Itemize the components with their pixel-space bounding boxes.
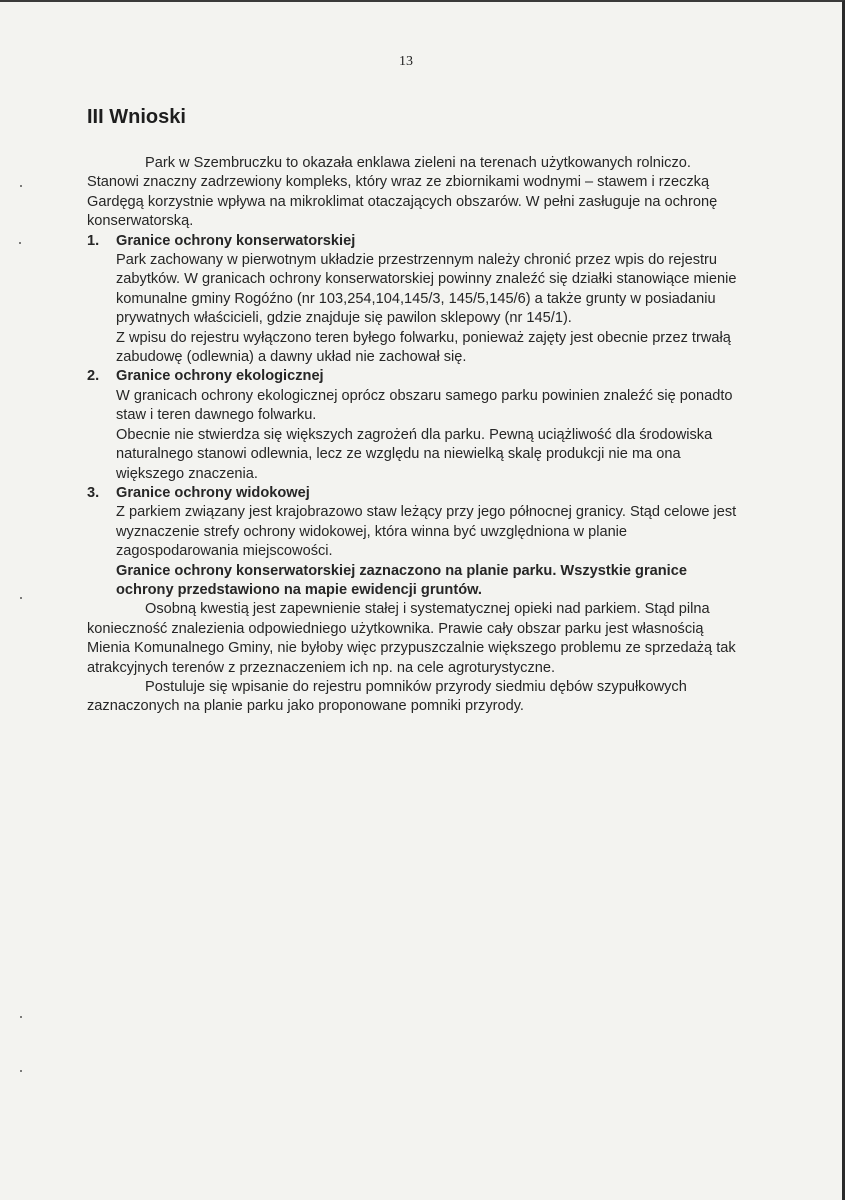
section-body xyxy=(116,251,737,367)
scan-speck xyxy=(20,1016,22,1018)
closing-paragraph: Osobną kwestią jest zapewnienie stałej i systematycznej opieki nad parkiem. Stąd pilna konieczność znalezienia odpowiedniego użytkownika. Prawie cały obszar parku jest własnością Mienia Komunalnego Gminy, nie byłoby więc przypuszczalnie większego problemu ze sprzedażą tak atrakcyjnych terenów z przeznaczeniem ich np. na cele agroturystyczne. xyxy=(87,601,736,676)
page-number: 13 xyxy=(399,54,413,69)
section-view xyxy=(87,484,737,600)
bold-note: Granice ochrony konserwatorskiej zaznaczono na planie parku. Wszystkie granice ochrony przedstawiono na mapie ewidencji gruntów. xyxy=(116,562,687,598)
section-conservation xyxy=(87,232,737,368)
section-body xyxy=(116,387,737,484)
section-title xyxy=(87,367,737,386)
section-number: 1. xyxy=(87,232,100,249)
paragraph: Park zachowany w pierwotnym układzie przestrzennym należy chronić przez wpis do rejestru zabytków. W granicach ochrony konserwatorskiej powinny znaleźć się działki stanowiące mienie komunalne gminy Rogóźno (nr 103,254,104,145/3, 145/5,145/6) a także grunty w posiadaniu prywatnych właścicieli, gdzie znajduje się pawilon sklepowy (nr 145/1). xyxy=(116,252,737,327)
section-ecological xyxy=(87,367,737,483)
section-title-text: Granice ochrony konserwatorskiej xyxy=(116,232,356,249)
section-number: 2. xyxy=(87,368,100,385)
paragraph: Z parkiem związany jest krajobrazowo staw leżący przy jego północnej granicy. Stąd celowe jest wyznaczenie strefy ochrony widokowej, która winna być uwzględniona w planie zagospodarowania miejscowości. xyxy=(116,504,737,560)
section-title xyxy=(87,232,737,251)
scan-speck xyxy=(20,1070,22,1072)
section-title xyxy=(87,484,737,503)
document-body xyxy=(87,154,737,717)
section-body xyxy=(116,503,737,600)
paragraph: W granicach ochrony ekologicznej oprócz obszaru samego parku powinien znaleźć się ponadto staw i teren dawnego folwarku. xyxy=(116,387,733,424)
scan-speck xyxy=(20,597,22,599)
section-title-text: Granice ochrony widokowej xyxy=(116,484,310,501)
paragraph: Obecnie nie stwierdza się większych zagrożeń dla parku. Pewną uciążliwość dla środowiska naturalnego stanowi odlewnia, lecz ze względu na niewielką skalę produkcji nie ma ona większego znaczenia. xyxy=(116,426,713,482)
scan-speck xyxy=(19,242,21,244)
intro-paragraph: Park w Szembruczku to okazała enklawa zieleni na terenach użytkowanych rolniczo. Stanowi znaczny zadrzewiony kompleks, który wraz ze zbiornikami wodnymi – stawem i rzeczką Gardęgą korzystnie wpływa na mikroklimat otaczających obszarów. W pełni zasługuje na ochronę konserwatorską. xyxy=(87,155,718,230)
closing-paragraph: Postuluje się wpisanie do rejestru pomników przyrody siedmiu dębów szypułkowych zaznaczonych na planie parku jako proponowane pomniki przyrody. xyxy=(87,678,687,715)
section-number: 3. xyxy=(87,484,100,501)
section-heading: III Wnioski xyxy=(87,106,186,128)
paragraph: Z wpisu do rejestru wyłączono teren byłego folwarku, ponieważ zajęty jest obecnie przez trwałą zabudowę (odlewnia) a dawny układ nie zachował się. xyxy=(116,329,731,366)
section-title-text: Granice ochrony ekologicznej xyxy=(116,368,324,385)
scan-speck xyxy=(20,185,22,187)
